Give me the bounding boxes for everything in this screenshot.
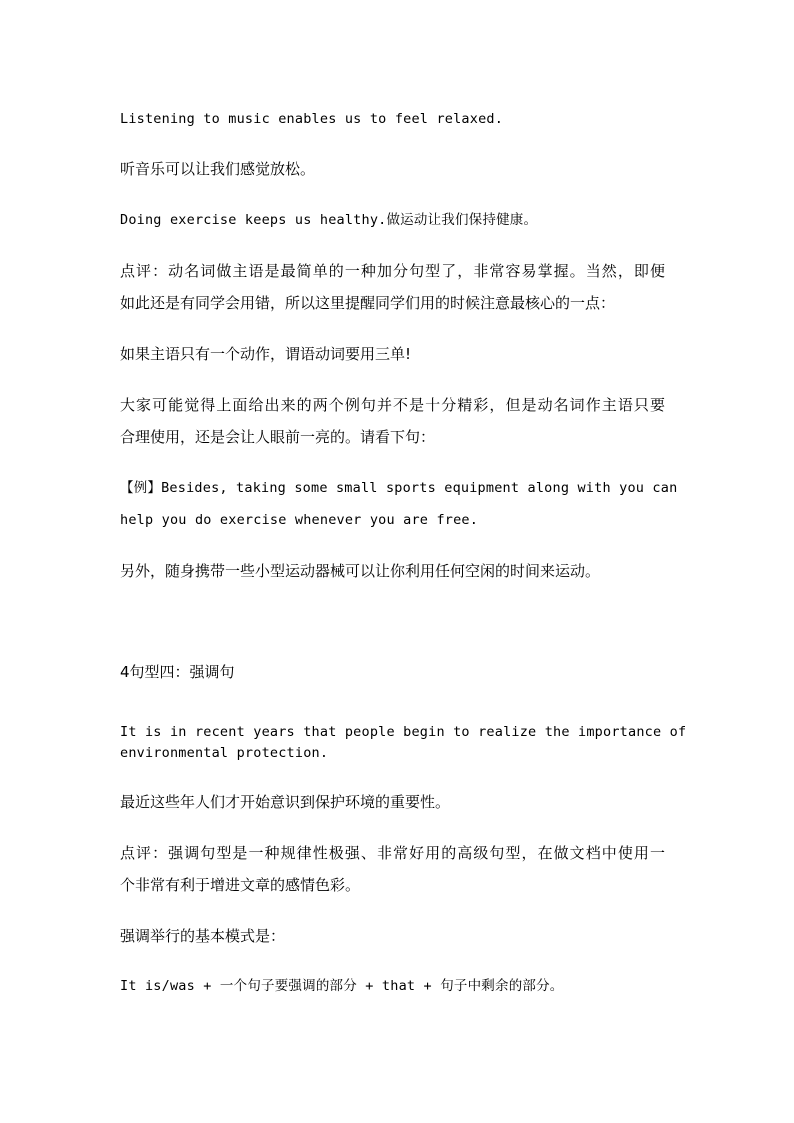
translation-emphatic: 最近这些年人们才开始意识到保护环境的重要性。	[120, 793, 451, 811]
comment-paragraph-1-line-1: 点评：动名词做主语是最简单的一种加分句型了，非常容易掌握。当然，即便	[120, 262, 665, 280]
paragraph-2-line-1: 大家可能觉得上面给出来的两个例句并不是十分精彩，但是动名词作主语只要	[120, 396, 665, 414]
example-besides-line-1: 【例】Besides, taking some small sports equipment along with you can	[120, 480, 678, 496]
example-sentence-exercise: Doing exercise keeps us healthy.做运动让我们保持健康。	[120, 212, 538, 228]
comment-paragraph-2-line-1: 点评：强调句型是一种规律性极强、非常好用的高级句型，在做文档中使用一	[120, 844, 665, 862]
rule-statement: 如果主语只有一个动作，谓语动词要用三单!	[120, 345, 412, 363]
example-emphatic-line-1: It is in recent years that people begin to realize the importance of	[120, 724, 687, 740]
pattern-formula: It is/was + 一个句子要强调的部分 + that + 句子中剩余的部分。	[120, 978, 564, 994]
translation-besides: 另外，随身携带一些小型运动器械可以让你利用任何空闲的时间来运动。	[120, 562, 601, 580]
comment-paragraph-1-line-2: 如此还是有同学会用错，所以这里提醒同学们用的时候注意最核心的一点：	[120, 294, 616, 312]
paragraph-2-line-2: 合理使用，还是会让人眼前一亮的。请看下句：	[120, 428, 436, 446]
example-besides-line-2: help you do exercise whenever you are free.	[120, 512, 479, 528]
translation-music: 听音乐可以让我们感觉放松。	[120, 160, 316, 178]
pattern-intro: 强调举行的基本模式是：	[120, 927, 286, 945]
example-emphatic-line-2: environmental protection.	[120, 745, 329, 761]
example-sentence-music: Listening to music enables us to feel relaxed.	[120, 111, 504, 127]
section-heading: 4句型四：强调句	[120, 663, 235, 681]
comment-paragraph-2-line-2: 个非常有利于增进文章的感情色彩。	[120, 876, 361, 894]
